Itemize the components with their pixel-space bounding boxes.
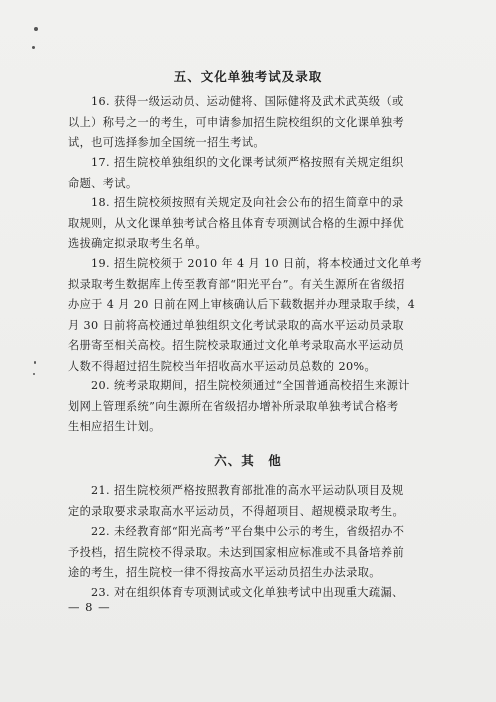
text-line: 以上）称号之一的考生，可申请参加招生院校组织的文化课单独考 [68,115,405,129]
text-line: 人数不得超过招生院校当年招收高水平运动员总数的 20%。 [68,359,377,373]
text-line: 划网上管理系统”向生源所在省级招办增补所录取单独考试合格考 [68,399,399,413]
text-line: 23. 对在组织体育专项测试或文化单独考试中出现重大疏漏、 [91,586,404,599]
text-line: 名册寄至相关高校。招生院校录取通过文化单考录取高水平运动员 [68,339,405,352]
text-line: 18. 招生院校须按照有关规定及向社会公布的招生简章中的录 [91,196,404,209]
paragraph-22 [68,522,442,584]
text-line: 定的录取要求录取高水平运动员，不得超项目、超规模录取考生。 [68,504,405,518]
paragraph-23 [68,583,442,604]
paragraph-21 [68,481,442,522]
text-line: 19. 招生院校须于 2010 年 4 月 10 日前，将本校通过文化单考 [91,257,423,270]
scan-speck [32,46,35,49]
text-line: 办应于 4 月 20 日前在网上审核确认后下载数据并办理录取手续，4 [68,298,416,311]
text-line: 生相应招生计划。 [68,420,161,433]
paragraph-19 [68,254,442,377]
paragraph-17 [68,153,442,194]
text-line: 22. 未经教育部“阳光高考”平台集中公示的考生，省级招办不 [91,525,405,538]
text-line: 选拔确定拟录取考生名单。 [68,237,208,250]
scan-speck [33,373,35,375]
text-line: 予投档，招生院校不得录取。未达到国家相应标准或不具备培养前 [68,545,405,559]
text-line: 20. 统考录取期间，招生院校须通过“全国普通高校招生来源计 [91,379,410,392]
section-6-heading: 六、其 他 [214,453,282,468]
scan-speck [34,361,36,364]
text-line: 拟录取考生数据库上传至教育部“阳光平台”。有关生源所在省级招 [68,277,405,291]
text-line: 月 30 日前将高校通过单独组织文化考试录取的高水平运动员录取 [68,318,404,332]
text-line: 21. 招生院校须严格按照教育部批准的高水平运动队项目及规 [91,484,404,497]
paragraph-16 [68,92,442,154]
text-line: 16. 获得一级运动员、运动健将、国际健将及武术武英级（或 [91,95,404,108]
text-line: 试，也可选择参加全国统一招生考试。 [68,136,265,149]
paragraph-18 [68,193,442,255]
scan-speck [34,27,38,31]
page-number: — 8 — [68,600,111,614]
text-line: 命题、考试。 [68,176,138,190]
text-line: 17. 招生院校单独组织的文化课考试须严格按照有关规定组织 [91,156,404,169]
text-line: 途的考生，招生院校一律不得按高水平运动员招生办法录取。 [68,566,381,579]
paragraph-20 [68,376,442,438]
section-5-heading: 五、文化单独考试及录取 [173,69,323,84]
text-line: 取规则，从文化课单独考试合格且体育专项测试合格的生源中择优 [68,216,405,230]
